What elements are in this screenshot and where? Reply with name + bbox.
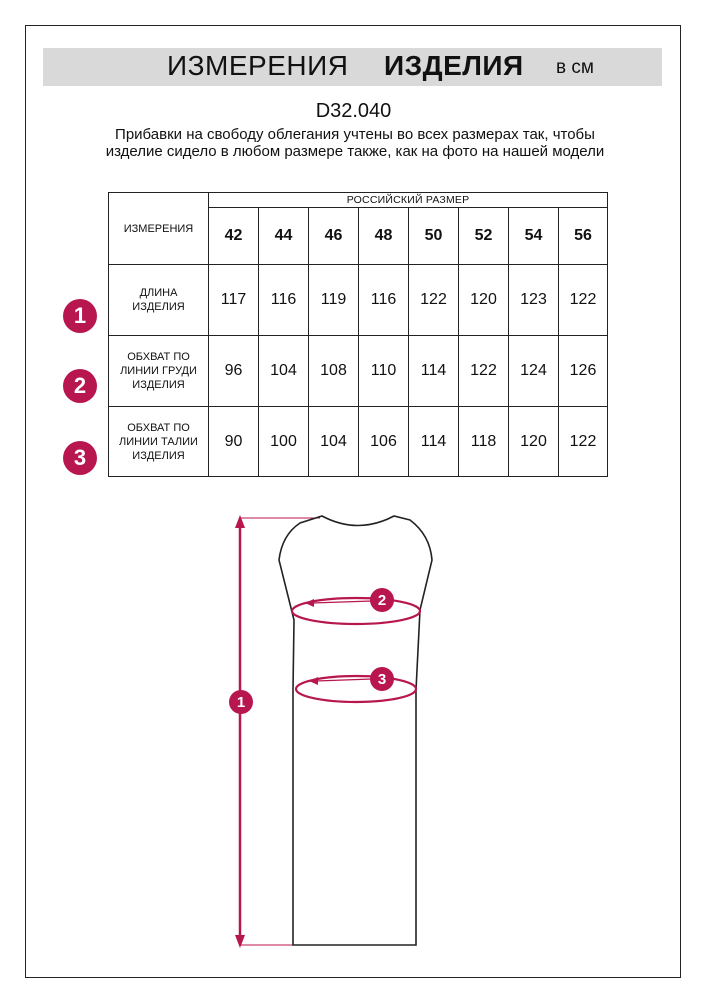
size-header-42: 42 [208,208,258,264]
row2-number-badge: 2 [63,369,97,403]
size-header-50: 50 [408,208,458,264]
table-cell-r2-c1: 96 [208,335,258,406]
table-cell-r1-c6: 120 [458,264,508,335]
table-cell-r1-c7: 123 [508,264,558,335]
header-title-word1: ИЗМЕРЕНИЯ [167,50,349,81]
corner-label: ИЗМЕРЕНИЯ [108,192,208,264]
size-header-48: 48 [358,208,408,264]
table-cell-r2-c4: 110 [358,335,408,406]
row1-number-badge: 1 [63,299,97,333]
table-cell-r1-c3: 119 [308,264,358,335]
size-header-52: 52 [458,208,508,264]
length-arrow-head-top [235,515,245,528]
header-title-word2: ИЗДЕЛИЯ [384,50,524,81]
chest-pointer-line [312,601,372,603]
row-label-2: ОБХВАТ ПО ЛИНИИ ГРУДИ ИЗДЕЛИЯ [108,335,208,406]
chest-marker-badge: 2 [370,588,394,612]
table-cell-r3-c4: 106 [358,406,408,477]
table-cell-r2-c3: 108 [308,335,358,406]
waist-pointer-head [309,677,318,685]
table-cell-r2-c7: 124 [508,335,558,406]
row-label-1: ДЛИНА ИЗДЕЛИЯ [108,264,208,335]
table-cell-r2-c6: 122 [458,335,508,406]
chest-pointer-head [305,599,314,607]
table-cell-r2-c2: 104 [258,335,308,406]
table-cell-r3-c5: 114 [408,406,458,477]
table-cell-r3-c7: 120 [508,406,558,477]
size-header-56: 56 [558,208,608,264]
table-cell-r1-c5: 122 [408,264,458,335]
table-cell-r3-c6: 118 [458,406,508,477]
waist-pointer-line [316,679,372,681]
waist-marker-badge: 3 [370,667,394,691]
size-header-44: 44 [258,208,308,264]
table-cell-r1-c2: 116 [258,264,308,335]
dress-outline [279,516,432,945]
row-label-3: ОБХВАТ ПО ЛИНИИ ТАЛИИ ИЗДЕЛИЯ [108,406,208,477]
product-code: D32.040 [315,100,392,122]
length-arrow-head-bottom [235,935,245,948]
size-header-46: 46 [308,208,358,264]
header-unit: в см [556,57,594,78]
table-cell-r2-c5: 114 [408,335,458,406]
table-cell-r3-c3: 104 [308,406,358,477]
table-cell-r1-c4: 116 [358,264,408,335]
table-cell-r3-c1: 90 [208,406,258,477]
size-header-54: 54 [508,208,558,264]
table-cell-r3-c8: 122 [558,406,608,477]
size-group-label: РОССИЙСКИЙ РАЗМЕР [208,192,608,208]
table-cell-r1-c8: 122 [558,264,608,335]
length-marker-badge: 1 [229,690,253,714]
table-cell-r3-c2: 100 [258,406,308,477]
row3-number-badge: 3 [63,441,97,475]
table-cell-r1-c1: 117 [208,264,258,335]
table-cell-r2-c8: 126 [558,335,608,406]
fit-note: Прибавки на свободу облегания учтены во всех размерах так, чтобы изделие сидело в любом размере также, как на фото на нашей модели [105,126,605,160]
